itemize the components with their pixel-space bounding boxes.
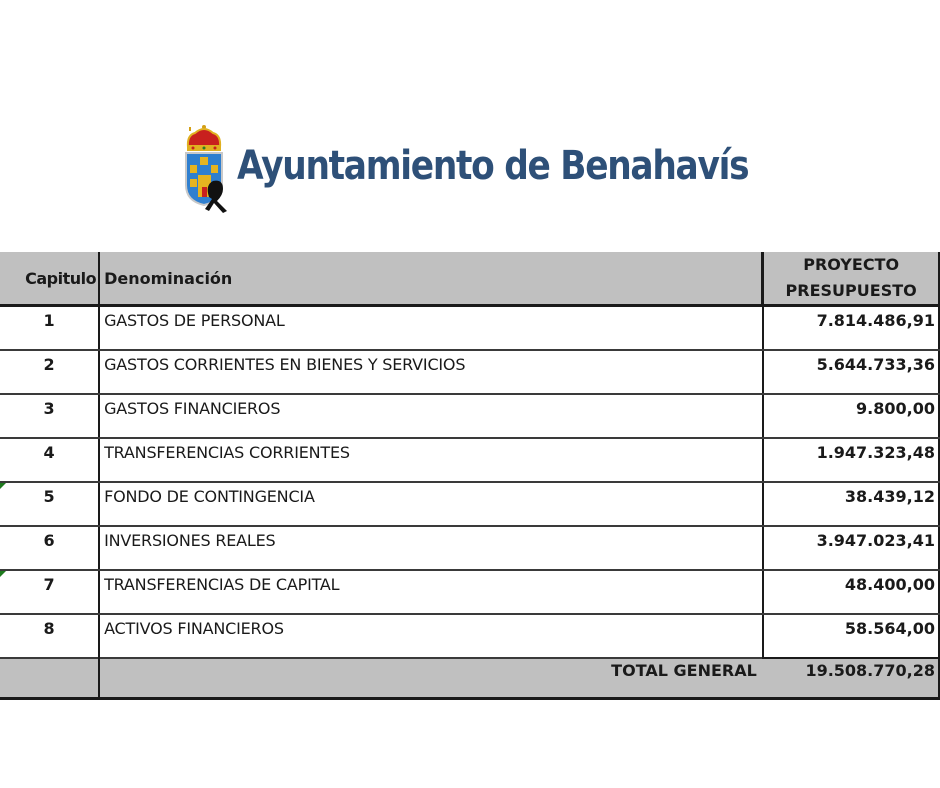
budget-table xyxy=(0,252,940,700)
denominacion-cell: GASTOS CORRIENTES EN BIENES Y SERVICIOS xyxy=(99,350,763,394)
total-amount: 19.508.770,28 xyxy=(763,658,939,699)
site-title: Ayuntamiento de Benahavís xyxy=(237,143,749,189)
amount-cell: 3.947.023,41 xyxy=(763,526,939,570)
amount-cell: 7.814.486,91 xyxy=(763,306,939,351)
capitulo-cell: 6 xyxy=(0,526,99,570)
column-header-denominacion: Denominación xyxy=(99,252,763,306)
column-header-amount-line2: PRESUPUESTO xyxy=(785,281,917,300)
capitulo-value: 7 xyxy=(43,575,55,594)
capitulo-cell: 4 xyxy=(0,438,99,482)
capitulo-cell: 1 xyxy=(0,306,99,351)
table-row xyxy=(0,570,939,614)
table-row xyxy=(0,438,939,482)
total-label: TOTAL GENERAL xyxy=(99,658,763,699)
amount-cell: 58.564,00 xyxy=(763,614,939,658)
amount-cell: 38.439,12 xyxy=(763,482,939,526)
table-row xyxy=(0,482,939,526)
capitulo-cell xyxy=(0,570,99,614)
page-header xyxy=(183,122,832,214)
amount-cell: 5.644.733,36 xyxy=(763,350,939,394)
denominacion-cell: TRANSFERENCIAS DE CAPITAL xyxy=(99,570,763,614)
capitulo-cell xyxy=(0,482,99,526)
coat-of-arms-icon xyxy=(183,123,233,213)
table-row xyxy=(0,526,939,570)
total-row xyxy=(0,658,939,699)
column-header-proyecto-presupuesto xyxy=(763,252,939,306)
table-row xyxy=(0,350,939,394)
denominacion-cell: FONDO DE CONTINGENCIA xyxy=(99,482,763,526)
comment-indicator-icon xyxy=(0,483,6,489)
column-header-capitulo: Capitulo xyxy=(0,252,99,306)
capitulo-cell: 2 xyxy=(0,350,99,394)
comment-indicator-icon xyxy=(0,571,6,577)
amount-cell: 48.400,00 xyxy=(763,570,939,614)
amount-cell: 9.800,00 xyxy=(763,394,939,438)
total-empty-cell xyxy=(0,658,99,699)
table-header-row xyxy=(0,252,939,306)
amount-cell: 1.947.323,48 xyxy=(763,438,939,482)
table-row xyxy=(0,614,939,658)
denominacion-cell: TRANSFERENCIAS CORRIENTES xyxy=(99,438,763,482)
denominacion-cell: GASTOS FINANCIEROS xyxy=(99,394,763,438)
capitulo-cell: 8 xyxy=(0,614,99,658)
denominacion-cell: ACTIVOS FINANCIEROS xyxy=(104,619,284,638)
capitulo-value: 5 xyxy=(43,487,55,506)
denominacion-cell: GASTOS DE PERSONAL xyxy=(99,306,763,351)
capitulo-cell: 3 xyxy=(0,394,99,438)
table-row xyxy=(0,306,939,351)
denominacion-cell: INVERSIONES REALES xyxy=(99,526,763,570)
table-row xyxy=(0,394,939,438)
column-header-amount-line1: PROYECTO xyxy=(803,255,900,274)
